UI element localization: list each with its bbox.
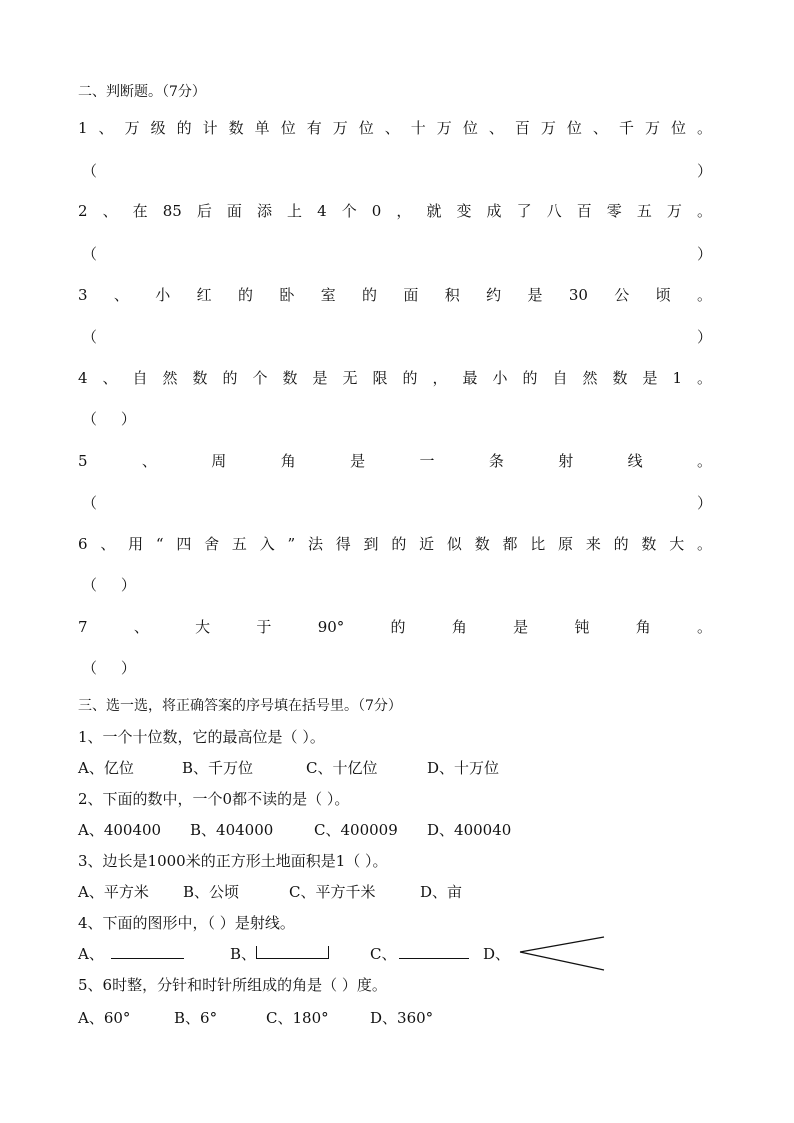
option-a[interactable]: A、60°	[78, 1009, 131, 1027]
paren-right: ）	[696, 494, 712, 512]
judge-answer-5[interactable]	[78, 492, 712, 512]
option-b[interactable]: B、千万位	[182, 759, 254, 777]
section2-title: 二、判断题。（7分）	[78, 84, 206, 100]
figure-b-right-tick	[328, 946, 329, 959]
choice-question-2: 2、下面的数中，一个0都不读的是（ ）。	[78, 790, 350, 808]
paren-left: （	[82, 245, 98, 263]
judge-item-2: 2、在85后面添上4个0，就变成了八百零五万。	[78, 202, 712, 220]
option-d[interactable]: D、400040	[427, 821, 512, 839]
choice-question-1: 1、一个十位数，它的最高位是（ ）。	[78, 728, 325, 746]
judge-answer-2[interactable]	[78, 243, 712, 263]
paren-right: ）	[696, 245, 712, 263]
option-c[interactable]: C、十亿位	[306, 759, 378, 777]
option-d[interactable]: D、	[483, 945, 511, 963]
figure-b-left-tick	[256, 946, 257, 959]
judge-item-5: 5、周角是一条射线。	[78, 452, 712, 470]
option-c[interactable]: C、平方千米	[289, 883, 376, 901]
judge-answer-6[interactable]: （ ）	[82, 576, 136, 594]
judge-item-7: 7、大于90°的角是钝角。	[78, 618, 712, 636]
choice-question-5: 5、6时整，分针和时针所组成的角是（ ）度。	[78, 976, 387, 994]
option-a[interactable]: A、	[78, 945, 104, 963]
judge-answer-4[interactable]: （ ）	[82, 410, 136, 428]
choice-question-4: 4、下面的图形中，（ ）是射线。	[78, 914, 295, 932]
option-b[interactable]: B、6°	[174, 1009, 218, 1027]
option-b[interactable]: B、404000	[190, 821, 274, 839]
paren-right: ）	[696, 328, 712, 346]
figure-c-segment	[399, 958, 469, 959]
judge-item-4: 4、自然数的个数是无限的，最小的自然数是1。	[78, 369, 712, 387]
option-b[interactable]: B、	[230, 945, 257, 963]
option-c[interactable]: C、400009	[314, 821, 398, 839]
option-a[interactable]: A、400400	[78, 821, 162, 839]
paren-left: （	[82, 494, 98, 512]
option-d[interactable]: D、十万位	[427, 759, 500, 777]
choice-question-3: 3、边长是1000米的正方形土地面积是1（ ）。	[78, 852, 388, 870]
option-d[interactable]: D、亩	[420, 883, 463, 901]
option-d[interactable]: D、360°	[370, 1009, 434, 1027]
figure-b-segment	[256, 958, 328, 959]
paren-right: ）	[696, 162, 712, 180]
judge-answer-1[interactable]	[78, 160, 712, 180]
judge-item-6: 6、用“四舍五入”法得到的近似数都比原来的数大。	[78, 535, 712, 553]
option-c[interactable]: C、180°	[266, 1009, 329, 1027]
paren-left: （	[82, 162, 98, 180]
judge-answer-3[interactable]	[78, 326, 712, 346]
option-a[interactable]: A、亿位	[78, 759, 134, 777]
paren-left: （	[82, 328, 98, 346]
option-c[interactable]: C、	[370, 945, 397, 963]
section3-title: 三、选一选，将正确答案的序号填在括号里。（7分）	[78, 698, 402, 714]
judge-item-3: 3、小红的卧室的面积约是30公顷。	[78, 286, 712, 304]
option-a[interactable]: A、平方米	[78, 883, 149, 901]
figure-a-segment	[111, 958, 184, 959]
judge-item-1: 1、万级的计数单位有万位、十万位、百万位、千万位。	[78, 119, 712, 137]
figure-d-angle	[518, 934, 608, 974]
option-b[interactable]: B、公顷	[183, 883, 240, 901]
judge-answer-7[interactable]: （ ）	[82, 659, 136, 677]
